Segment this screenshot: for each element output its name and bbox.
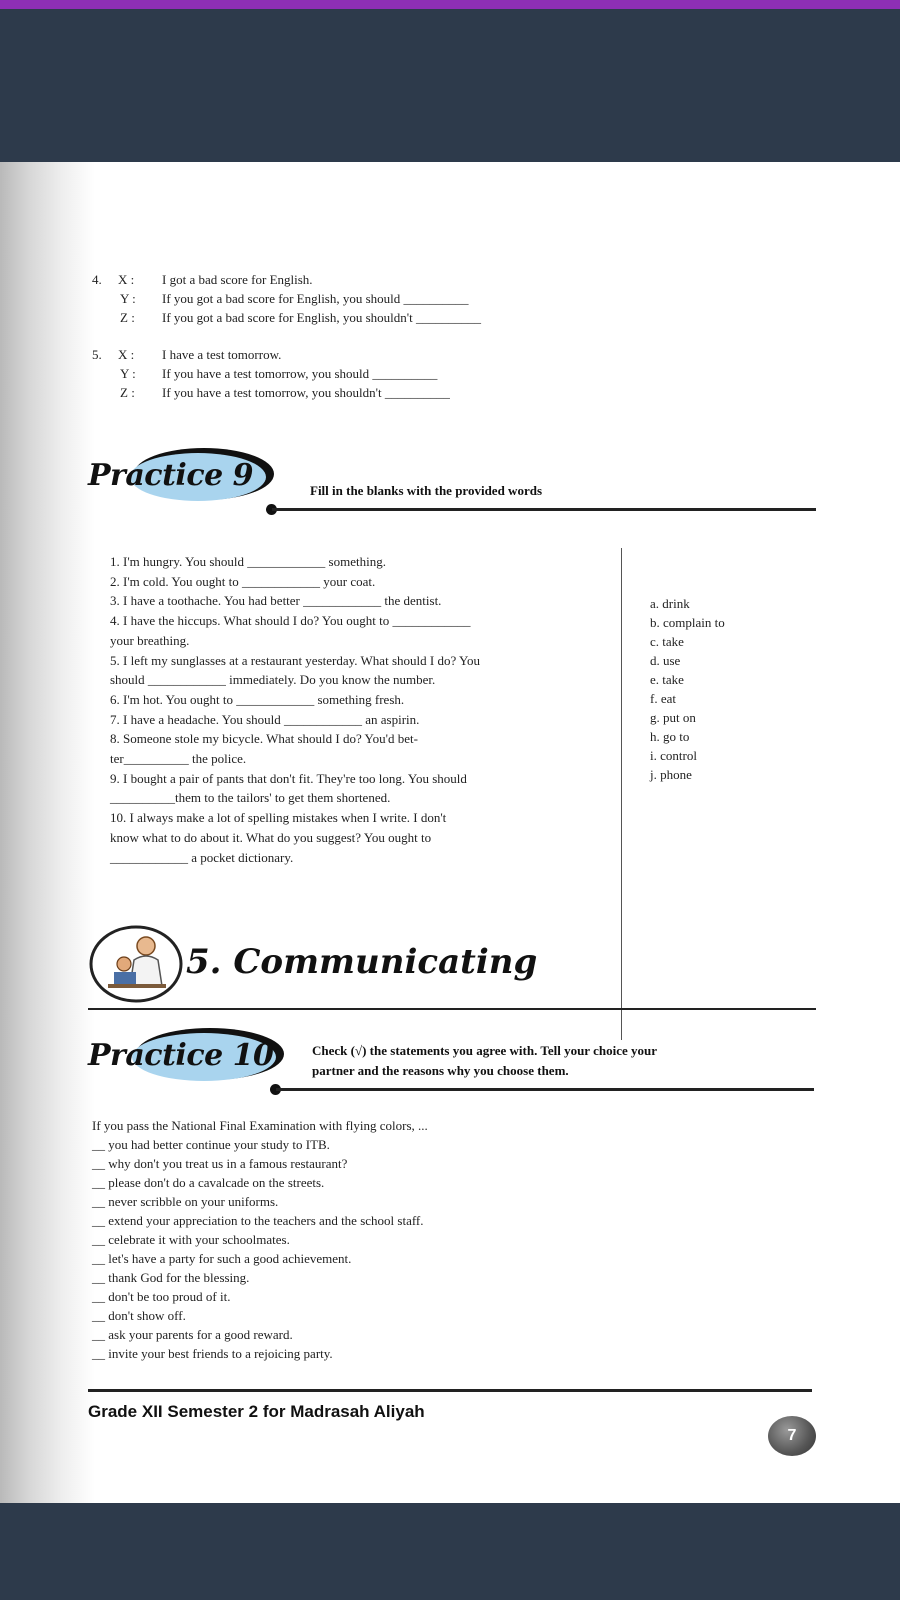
word-option: h. go to [650,729,690,744]
word-option: j. phone [650,767,692,782]
section-rule [276,1088,814,1091]
speaker-label: Z : [120,385,135,400]
speaker-label: X : [118,272,135,287]
practice-9-item: 4. I have the hiccups. What should I do? You ought to ____________ [110,613,471,629]
statement-checkbox-line[interactable]: __ let's have a party for such a good achievement. [92,1251,352,1266]
question-line: I have a test tomorrow. [162,347,282,362]
practice-9-item: ter__________ the police. [110,751,247,766]
question-line: If you got a bad score for English, you should __________ [162,291,469,306]
statement-checkbox-line[interactable]: __ extend your appreciation to the teachers and the school staff. [92,1213,424,1228]
practice-9-item: your breathing. [110,632,190,648]
practice-9-item: 10. I always make a lot of spelling mistakes when I write. I don't [110,810,447,826]
practice-9-item: 6. I'm hot. You ought to ____________ something fresh. [110,691,405,707]
statement-checkbox-line[interactable]: __ you had better continue your study to ITB. [92,1137,330,1152]
practice-10-instruction: Check (√) the statements you agree with. Tell your choice your [312,1043,657,1058]
section-rule [272,508,816,511]
statement-checkbox-line[interactable]: __ ask your parents for a good reward. [92,1327,293,1342]
practice-9-title: Practice 9 [88,458,253,493]
statement-checkbox-line[interactable]: __ celebrate it with your schoolmates. [92,1232,290,1247]
question-line: If you have a test tomorrow, you shouldn't __________ [162,385,450,400]
statement-checkbox-line[interactable]: __ never scribble on your uniforms. [92,1194,279,1209]
speaker-label: Y : [120,291,136,306]
word-option: a. drink [650,596,690,611]
practice-9-item: know what to do about it. What do you suggest? You ought to [110,829,432,845]
practice-9-instruction: Fill in the blanks with the provided words [310,483,543,498]
page-gutter-shadow [0,162,95,1503]
practice-9-item: 2. I'm cold. You ought to ____________ your coat. [110,573,376,589]
speaker-label: Y : [120,366,136,381]
practice-9-item: 7. I have a headache. You should ____________ an aspirin. [110,711,420,727]
practice-10-instruction: partner and the reasons why you choose them. [312,1063,569,1078]
practice-9-item: 1. I'm hungry. You should ____________ something. [110,554,386,569]
status-strip [0,0,900,9]
question-line: If you got a bad score for English, you shouldn't __________ [162,310,481,325]
footer-rule [88,1389,812,1392]
practice-9-item: 3. I have a toothache. You had better ____________ the dentist. [110,593,442,609]
section-rule [88,1008,816,1010]
word-option: c. take [650,634,684,649]
book-page[interactable] [0,162,900,1503]
bottom-nav-bar [0,1503,900,1600]
practice-9-item: 9. I bought a pair of pants that don't fit. They're too long. You should [110,770,467,786]
word-option: i. control [650,748,697,763]
statement-checkbox-line[interactable]: __ thank God for the blessing. [92,1270,250,1285]
practice-9-item: 8. Someone stole my bicycle. What should I do? You'd bet- [110,731,418,747]
speaker-label: Z : [120,310,135,325]
question-line: I got a bad score for English. [162,272,313,287]
word-option: b. complain to [650,615,725,630]
practice-10-lead: If you pass the National Final Examination with flying colors, ... [92,1118,428,1133]
page-number-badge: 7 [768,1416,816,1456]
word-option: e. take [650,672,684,687]
footer-text: Grade XII Semester 2 for Madrasah Aliyah [88,1402,425,1421]
practice-9-item: ____________ a pocket dictionary. [110,849,294,865]
word-option: f. eat [650,691,676,706]
statement-checkbox-line[interactable]: __ invite your best friends to a rejoicing party. [92,1346,333,1361]
practice-9-item: 5. I left my sunglasses at a restaurant yesterday. What should I do? You [110,652,481,668]
question-number: 4. [92,272,102,287]
statement-checkbox-line[interactable]: __ don't show off. [92,1308,186,1323]
word-option: g. put on [650,710,696,725]
statement-checkbox-line[interactable]: __ why don't you treat us in a famous restaurant? [92,1156,348,1171]
question-number: 5. [92,347,102,362]
column-divider [621,548,622,1040]
statement-checkbox-line[interactable]: __ please don't do a cavalcade on the streets. [92,1175,325,1190]
teacher-student-icon [88,924,184,1004]
practice-9-item: should ____________ immediately. Do you know the number. [110,672,436,688]
speaker-label: X : [118,347,135,362]
top-app-bar [0,9,900,162]
section-title: 5. Communicating [186,942,538,982]
practice-9-item: __________them to the tailors' to get them shortened. [110,790,391,806]
practice-10-title: Practice 10 [88,1038,274,1073]
word-option: d. use [650,653,681,668]
statement-checkbox-line[interactable]: __ don't be too proud of it. [92,1289,231,1304]
question-line: If you have a test tomorrow, you should __________ [162,366,438,381]
